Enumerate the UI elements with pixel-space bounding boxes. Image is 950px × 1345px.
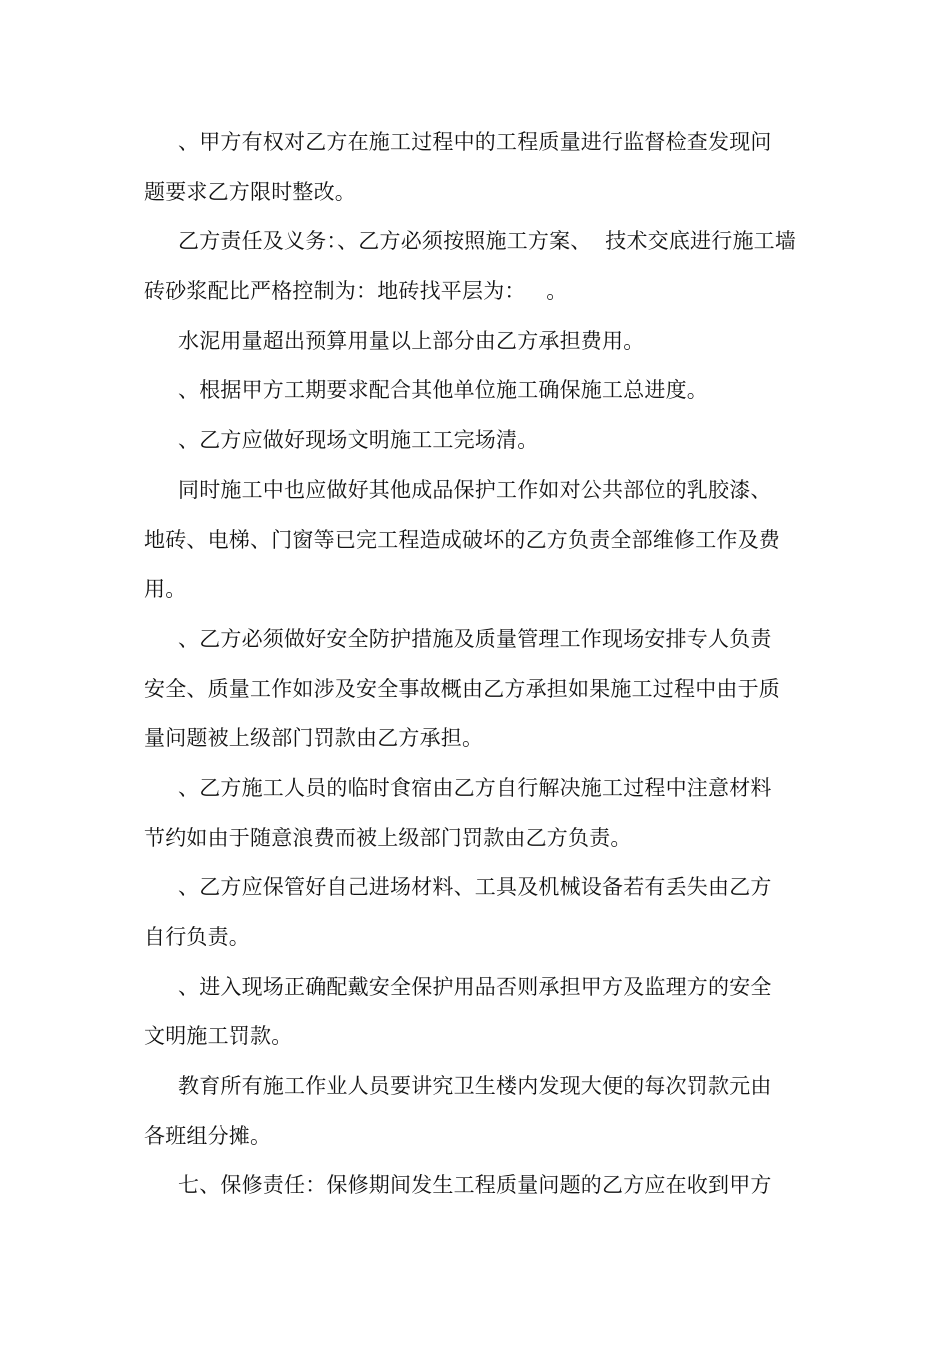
text-line: 七、保修责任：保修期间发生工程质量问题的乙方应在收到甲方 <box>178 1173 772 1198</box>
text-line: 安全、质量工作如涉及安全事故概由乙方承担如果施工过程中由于质 <box>144 676 780 701</box>
text-line: 节约如由于随意浪费而被上级部门罚款由乙方负责。 <box>144 825 632 850</box>
text-line: 、乙方应做好现场文明施工工完场清。 <box>178 428 539 453</box>
document-body <box>144 124 804 1217</box>
text-line: 砖砂浆配比严格控制为：地砖找平层为： 。 <box>144 279 568 304</box>
text-line: 文明施工罚款。 <box>144 1024 293 1049</box>
text-line: 、乙方施工人员的临时食宿由乙方自行解决施工过程中注意材料 <box>178 775 772 800</box>
text-line: 同时施工中也应做好其他成品保护工作如对公共部位的乳胶漆、 <box>178 477 772 502</box>
text-line: 题要求乙方限时整改。 <box>144 179 356 204</box>
text-line: 水泥用量超出预算用量以上部分由乙方承担费用。 <box>178 328 645 353</box>
text-line: 用。 <box>144 577 187 602</box>
text-line: 、根据甲方工期要求配合其他单位施工确保施工总进度。 <box>178 378 708 403</box>
text-line: 、甲方有权对乙方在施工过程中的工程质量进行监督检查发现问 <box>178 130 772 154</box>
text-line: 地砖、电梯、门窗等已完工程造成破坏的乙方负责全部维修工作及费 <box>144 527 780 552</box>
text-line: 乙方责任及义务：、乙方必须按照施工方案、 技术交底进行施工墙 <box>178 229 797 254</box>
text-line: 教育所有施工作业人员要讲究卫生楼内发现大便的每次罚款元由 <box>178 1074 772 1099</box>
text-line: 、乙方必须做好安全防护措施及质量管理工作现场安排专人负责 <box>178 626 772 651</box>
text-line: 各班组分摊。 <box>144 1123 272 1148</box>
text-line: 自行负责。 <box>144 925 250 949</box>
text-line: 、乙方应保管好自己进场材料、工具及机械设备若有丢失由乙方 <box>178 875 772 900</box>
text-line: 量问题被上级部门罚款由乙方承担。 <box>144 726 484 751</box>
text-line: 、进入现场正确配戴安全保护用品否则承担甲方及监理方的安全 <box>178 974 772 999</box>
